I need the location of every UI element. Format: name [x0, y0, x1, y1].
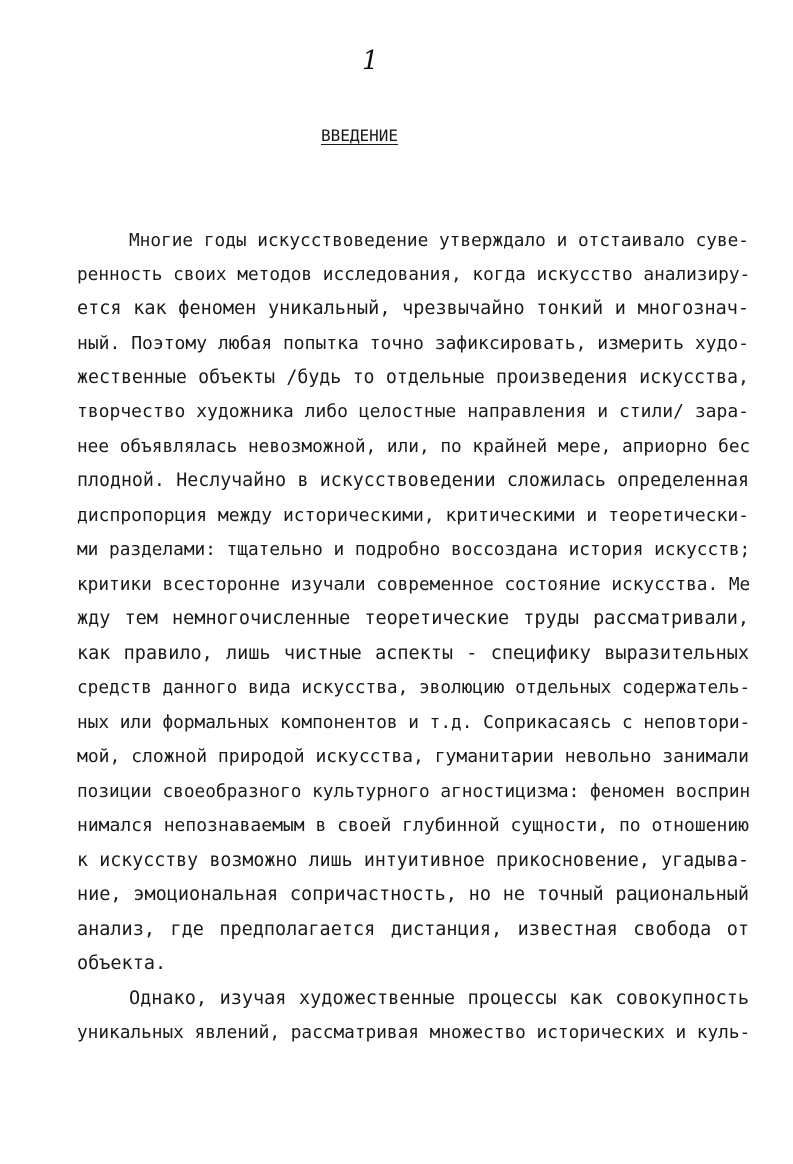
text-line: творчество художника либо целостные направления и стили/ зара- [77, 401, 749, 422]
text-line: критики всесторонне изучали современное состояние искусства. Ме [77, 575, 751, 595]
text-line: жественные объекты /будь то отдельные произведения искусства, [77, 367, 749, 388]
text-line: объекта. [77, 953, 167, 974]
text-line: позиции своеобразного культурного агностицизма: феномен восприн [77, 782, 751, 802]
text-line: анализ, где предполагается дистанция, известная свобода от [77, 919, 749, 940]
text-line: ется как феномен уникальный, чрезвычайно тонкий и многознач- [77, 298, 749, 319]
text-line: к искусству возможно лишь интуитивное прикосновение, угадыва- [77, 850, 749, 871]
text-line: средств данного вида искусства, эволюцию отдельных содержатель- [77, 678, 751, 698]
page-number: 1 [362, 46, 379, 76]
text-line: как правило, лишь чистные аспекты - специфику выразительных [77, 643, 749, 664]
text-line: нее объявлялась невозможной, или, по крайней мере, априорно бес [77, 437, 751, 457]
text-line: ный. Поэтому любая попытка точно зафиксировать, измерить худо- [77, 333, 749, 354]
text-line: ных или формальных компонентов и т.д. Соприкасаясь с неповтори- [77, 713, 751, 733]
text-line: ренность своих методов исследования, когда искусство анализиру- [77, 265, 751, 285]
text-line: мой, сложной природой искусства, гуманитарии невольно занимали [77, 746, 749, 767]
text-line: Однако, изучая художественные процессы как совокупность [129, 988, 749, 1009]
text-line: ми разделами: тщательно и подробно воссоздана история искусств; [77, 540, 751, 560]
text-line: диспропорция между историческими, критическими и теоретически- [77, 505, 749, 526]
section-heading: ВВЕДЕНИЕ [321, 126, 399, 145]
text-line: ние, эмоциональная сопричастность, но не точный рациональный [77, 884, 749, 905]
text-line: Многие годы искусствоведение утверждало и отстаивало суве- [129, 231, 749, 251]
text-line: нимался непознаваемым в своей глубинной сущности, по отношению [77, 815, 749, 836]
text-line: плодной. Неслучайно в искусствоведении сложилась определенная [77, 470, 749, 491]
text-line: жду тем немногочисленные теоретические труды рассматривали, [77, 608, 749, 629]
text-line: уникальных явлений, рассматривая множество исторических и куль- [77, 1023, 751, 1043]
